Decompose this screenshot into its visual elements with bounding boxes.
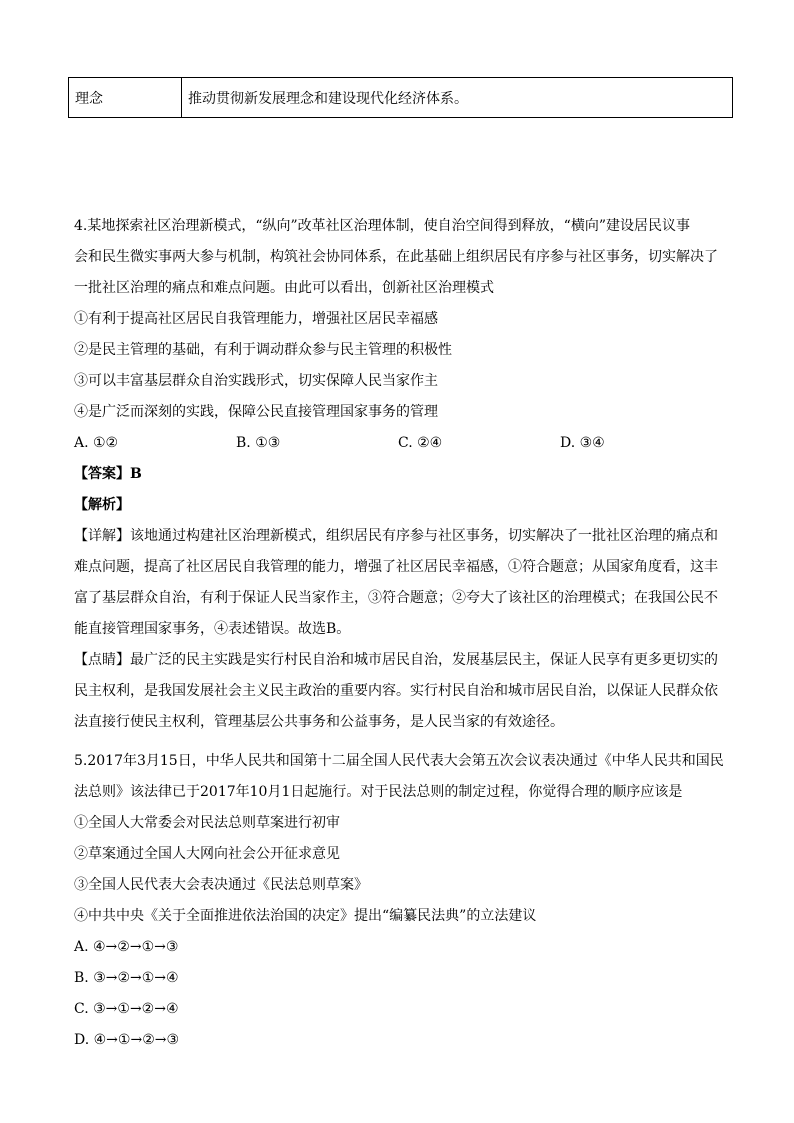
question-5 xyxy=(74,746,729,1056)
q4-item-2: ②是民主管理的基础，有利于调动群众参与民主管理的积极性 xyxy=(74,342,452,358)
q4-option-d: D. ③④ xyxy=(560,435,605,451)
concept-table xyxy=(68,77,733,118)
q4-answer: 【答案】B xyxy=(74,466,142,482)
q4-stem-line: 一批社区治理的痛点和难点问题。由此可以看出，创新社区治理模式 xyxy=(74,280,494,296)
q5-option-a: A. ④→②→①→③ xyxy=(74,939,179,955)
q5-stem-line: 法总则》该法律已于2017年10月1日起施行。对于民法总则的制定过程，你觉得合理的顺序应该是 xyxy=(74,784,683,800)
q5-item-4: ④中共中央《关于全面推进依法治国的决定》提出“编纂民法典”的立法建议 xyxy=(74,908,537,924)
q5-item-2: ②草案通过全国人大网向社会公开征求意见 xyxy=(74,846,340,862)
q4-option-a: A. ①② xyxy=(74,435,119,451)
q5-option-d: D. ④→①→②→③ xyxy=(74,1032,180,1048)
table-cell-label: 理念 xyxy=(69,78,182,118)
q4-option-c: C. ②④ xyxy=(398,435,443,451)
q4-detail-line: 能直接管理国家事务，④表述错误。故选B。 xyxy=(74,621,351,637)
q5-item-1: ①全国人大常委会对民法总则草案进行初审 xyxy=(74,815,340,831)
q4-item-3: ③可以丰富基层群众自治实践形式，切实保障人民当家作主 xyxy=(74,373,438,389)
q4-option-b: B. ①③ xyxy=(236,435,281,451)
q4-stem-line: 会和民生微实事两大参与机制，构筑社会协同体系，在此基础上组织居民有序参与社区事务，切实解决了 xyxy=(74,249,718,265)
q5-option-c: C. ③→①→②→④ xyxy=(74,1001,179,1017)
q4-detail-line: 富了基层群众自治，有利于保证人民当家作主，③符合题意；②夸大了该社区的治理模式；在我国公民不 xyxy=(74,590,718,606)
q4-tip-line: 民主权利，是我国发展社会主义民主政治的重要内容。实行村民自治和城市居民自治，以保证人民群众依 xyxy=(74,683,718,699)
q4-tip-line: 法直接行使民主权利，管理基层公共事务和公益事务，是人民当家的有效途径。 xyxy=(74,714,564,730)
q4-item-4: ④是广泛而深刻的实践，保障公民直接管理国家事务的管理 xyxy=(74,404,438,420)
table-cell-content: 推动贯彻新发展理念和建设现代化经济体系。 xyxy=(182,78,733,118)
q4-stem-line: 4.某地探索社区治理新模式，“纵向”改革社区治理体制，使自治空间得到释放，“横向”建设居民议事 xyxy=(74,218,690,234)
q5-item-3: ③全国人民代表大会表决通过《民法总则草案》 xyxy=(74,877,368,893)
q5-stem-line: 5.2017年3月15日，中华人民共和国第十二届全国人民代表大会第五次会议表决通过《中华人民共和国民 xyxy=(74,753,724,769)
q4-item-1: ①有利于提高社区居民自我管理能力，增强社区居民幸福感 xyxy=(74,311,438,327)
q4-tip-line: 【点睛】最广泛的民主实践是实行村民自治和城市居民自治，发展基层民主，保证人民享有更多更切实的 xyxy=(74,652,718,668)
q4-detail-line: 【详解】该地通过构建社区治理新模式，组织居民有序参与社区事务，切实解决了一批社区治理的痛点和 xyxy=(74,528,718,544)
q4-detail-line: 难点问题，提高了社区居民自我管理的能力，增强了社区居民幸福感，①符合题意；从国家角度看，这丰 xyxy=(74,559,718,575)
q4-options xyxy=(74,428,729,459)
q4-analysis-label: 【解析】 xyxy=(74,497,130,513)
question-4 xyxy=(74,211,729,738)
q5-option-b: B. ③→②→①→④ xyxy=(74,970,179,986)
table-row xyxy=(69,78,733,118)
